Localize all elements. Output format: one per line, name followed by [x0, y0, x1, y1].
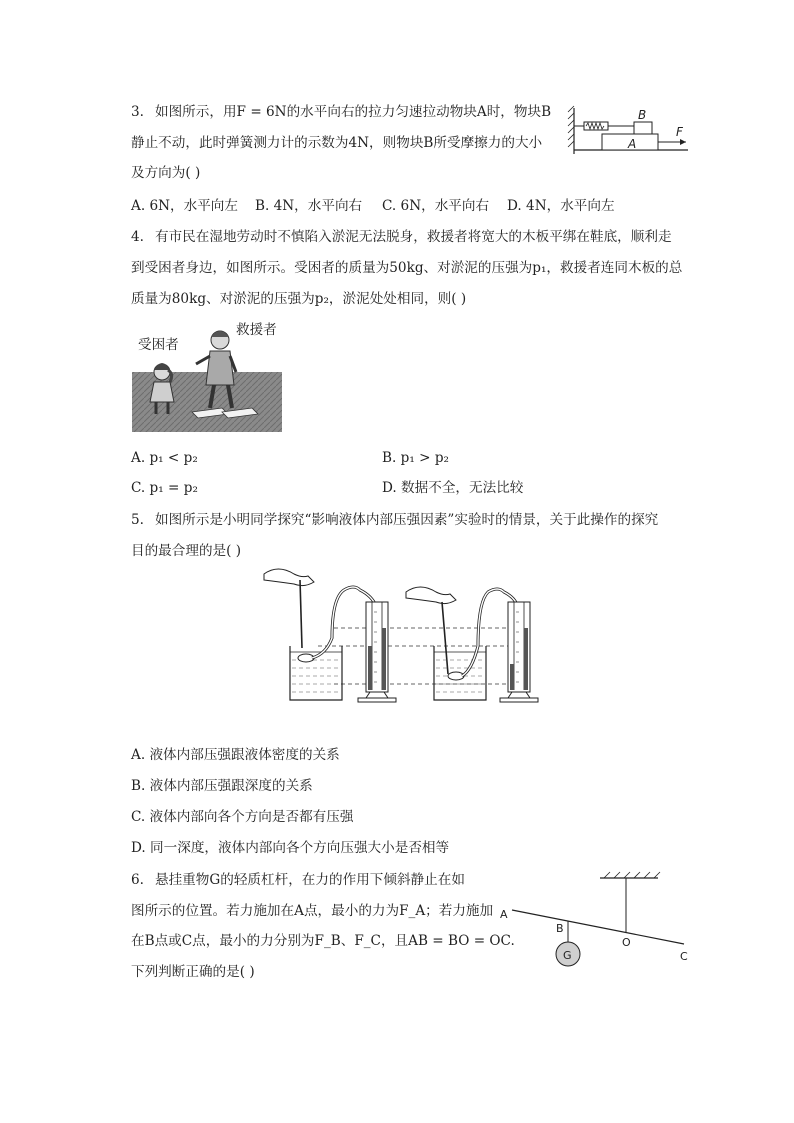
q4-fig-label-trapped: 受困者	[138, 337, 179, 353]
q6-fig-label-g: G	[563, 949, 572, 962]
q6-line-4: 下列判断正确的是( )	[131, 964, 255, 980]
q3-fig-label-b: B	[638, 108, 647, 122]
q4-option-b[interactable]: B. p₁ > p₂	[382, 450, 449, 466]
q5-line-2: 目的最合理的是( )	[131, 543, 242, 559]
q3-figure-spring-blocks	[568, 106, 698, 156]
q6-fig-label-c: C	[680, 950, 688, 963]
q4-option-d[interactable]: D. 数据不全，无法比较	[382, 480, 524, 496]
q4-option-a[interactable]: A. p₁ < p₂	[131, 450, 198, 466]
q6-fig-label-o: O	[622, 936, 631, 949]
q4-option-c[interactable]: C. p₁ = p₂	[131, 480, 198, 496]
q3-fig-label-a: A	[628, 137, 637, 151]
q4-fig-label-rescuer: 救援者	[236, 322, 277, 338]
q3-line-3: 及方向为( )	[131, 165, 201, 181]
q3-option-c[interactable]: C. 6N，水平向右	[382, 198, 490, 214]
q5-option-b[interactable]: B. 液体内部压强跟深度的关系	[131, 778, 313, 794]
q4-line-1: 有市民在湿地劳动时不慎陷入淤泥无法脱身，救援者将宽大的木板平绑在鞋底，顺利走	[155, 229, 672, 245]
q6-line-2: 图所示的位置。若力施加在A点，最小的力为F_A；若力施加	[131, 903, 494, 919]
q3-option-b[interactable]: B. 4N，水平向右	[255, 198, 363, 214]
q4-line-3: 质量为80kg、对淤泥的压强为p₂，淤泥处处相同，则( )	[131, 291, 467, 307]
q3-line-1: 如图所示，用F = 6N的水平向右的拉力匀速拉动物块A时，物块B	[155, 104, 552, 120]
q4-figure-mud-rescue	[132, 350, 282, 432]
q5-option-a[interactable]: A. 液体内部压强跟液体密度的关系	[131, 747, 340, 763]
q4-line-2: 到受困者身边，如图所示。受困者的质量为50kg、对淤泥的压强为p₁，救援者连同木板的总	[131, 260, 683, 276]
q3-fig-label-f: F	[676, 125, 683, 139]
q5-option-d[interactable]: D. 同一深度，液体内部向各个方向压强大小是否相等	[131, 840, 450, 856]
q3-option-d[interactable]: D. 4N，水平向左	[507, 198, 615, 214]
q3-option-a[interactable]: A. 6N，水平向左	[131, 198, 238, 214]
q5-line-1: 如图所示是小明同学探究“影响液体内部压强因素”实验时的情景，关于此操作的探究	[155, 512, 659, 528]
q5-figure-pressure-gauges	[258, 562, 558, 712]
q6-number: 6.	[131, 872, 144, 888]
q6-figure-lever	[496, 872, 696, 972]
q6-fig-label-b: B	[556, 922, 564, 935]
q6-line-1: 悬挂重物G的轻质杠杆，在力的作用下倾斜静止在如	[155, 872, 465, 888]
q5-option-c[interactable]: C. 液体内部向各个方向是否都有压强	[131, 809, 354, 825]
q4-number: 4.	[131, 229, 144, 245]
q3-number: 3.	[131, 104, 144, 120]
q3-line-2: 静止不动，此时弹簧测力计的示数为4N，则物块B所受摩擦力的大小	[131, 135, 543, 151]
q6-fig-label-a: A	[500, 908, 508, 921]
q5-number: 5.	[131, 512, 144, 528]
q6-line-3: 在B点或C点，最小的力分别为F_B、F_C，且AB = BO = OC.	[131, 933, 515, 949]
